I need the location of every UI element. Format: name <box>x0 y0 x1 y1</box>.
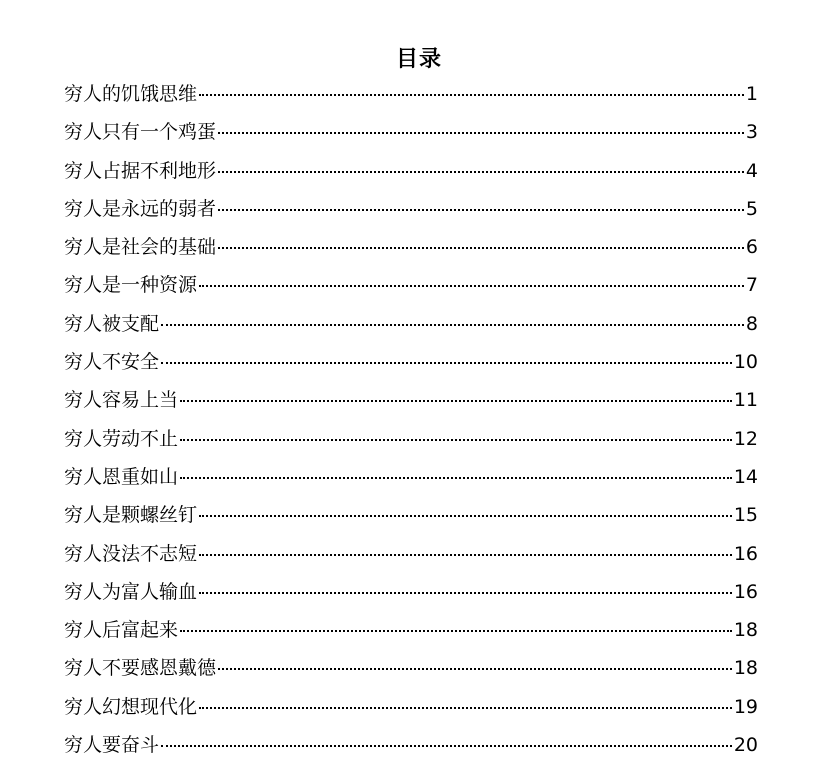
dot-leader <box>180 439 732 441</box>
toc-entry-page: 6 <box>745 236 758 259</box>
toc-entry[interactable] <box>64 384 758 422</box>
toc-entry[interactable] <box>64 576 758 614</box>
toc-entry-page: 18 <box>733 619 758 642</box>
toc-entry-title: 穷人后富起来 <box>64 619 179 642</box>
toc-entry[interactable] <box>64 461 758 499</box>
toc-entry-title: 穷人的饥饿思维 <box>64 83 198 105</box>
toc-entry-page: 16 <box>733 542 758 565</box>
dot-leader <box>199 285 744 287</box>
dot-leader <box>199 707 732 709</box>
toc-entry-title: 穷人被支配 <box>64 312 160 335</box>
toc-entry-page: 15 <box>733 504 758 527</box>
toc-entry[interactable] <box>64 193 758 231</box>
toc-entry[interactable] <box>64 614 758 652</box>
toc-entry-page: 18 <box>733 657 758 680</box>
toc-entry-page: 3 <box>745 121 758 144</box>
dot-leader <box>180 477 732 479</box>
dot-leader <box>180 630 732 632</box>
toc-entry-page: 4 <box>745 159 758 182</box>
toc-entry[interactable] <box>64 538 758 576</box>
dot-leader <box>199 592 732 594</box>
toc-entry-page: 7 <box>745 274 758 297</box>
toc-entry-title: 穷人不要感恩戴德 <box>64 657 217 680</box>
toc-entry-page: 19 <box>733 695 758 718</box>
toc-list <box>64 78 758 767</box>
toc-entry[interactable] <box>64 155 758 193</box>
toc-entry-title: 穷人容易上当 <box>64 389 179 412</box>
toc-entry-page: 12 <box>733 427 758 450</box>
toc-entry-page: 11 <box>733 389 758 412</box>
dot-leader <box>161 745 732 747</box>
toc-entry-title: 穷人要奋斗 <box>64 734 160 757</box>
dot-leader <box>161 362 732 364</box>
toc-entry[interactable] <box>64 423 758 461</box>
toc-entry-page: 10 <box>733 351 758 374</box>
dot-leader <box>180 400 732 402</box>
toc-entry[interactable] <box>64 691 758 729</box>
dot-leader <box>218 668 732 670</box>
toc-entry-title: 穷人不安全 <box>64 351 160 374</box>
toc-entry-page: 16 <box>733 580 758 603</box>
dot-leader <box>218 247 744 249</box>
toc-entry-page: 14 <box>733 465 758 488</box>
dot-leader <box>199 515 732 517</box>
dot-leader <box>161 324 744 326</box>
toc-entry[interactable] <box>64 308 758 346</box>
toc-entry[interactable] <box>64 269 758 307</box>
toc-entry-page: 1 <box>745 83 758 105</box>
dot-leader <box>199 554 732 556</box>
dot-leader <box>199 94 744 96</box>
toc-entry-title: 穷人劳动不止 <box>64 427 179 450</box>
toc-entry[interactable] <box>64 652 758 690</box>
toc-entry-title: 穷人是永远的弱者 <box>64 197 217 220</box>
toc-entry-title: 穷人占据不利地形 <box>64 159 217 182</box>
toc-entry[interactable] <box>64 78 758 116</box>
toc-entry-title: 穷人是一种资源 <box>64 274 198 297</box>
dot-leader <box>218 132 744 134</box>
toc-entry[interactable] <box>64 116 758 154</box>
toc-entry[interactable] <box>64 346 758 384</box>
toc-entry[interactable] <box>64 231 758 269</box>
toc-entry-title: 穷人是社会的基础 <box>64 236 217 259</box>
toc-entry[interactable] <box>64 499 758 537</box>
toc-entry-title: 穷人为富人输血 <box>64 580 198 603</box>
dot-leader <box>218 171 744 173</box>
toc-entry[interactable] <box>64 729 758 767</box>
toc-title: 目录 <box>395 46 442 72</box>
toc-entry-page: 20 <box>733 734 758 757</box>
toc-entry-title: 穷人没法不志短 <box>64 542 198 565</box>
toc-entry-title: 穷人只有一个鸡蛋 <box>64 121 217 144</box>
dot-leader <box>218 209 744 211</box>
toc-entry-title: 穷人是颗螺丝钉 <box>64 504 198 527</box>
toc-entry-page: 5 <box>745 197 758 220</box>
toc-entry-title: 穷人恩重如山 <box>64 465 179 488</box>
toc-entry-title: 穷人幻想现代化 <box>64 695 198 718</box>
toc-entry-page: 8 <box>745 312 758 335</box>
